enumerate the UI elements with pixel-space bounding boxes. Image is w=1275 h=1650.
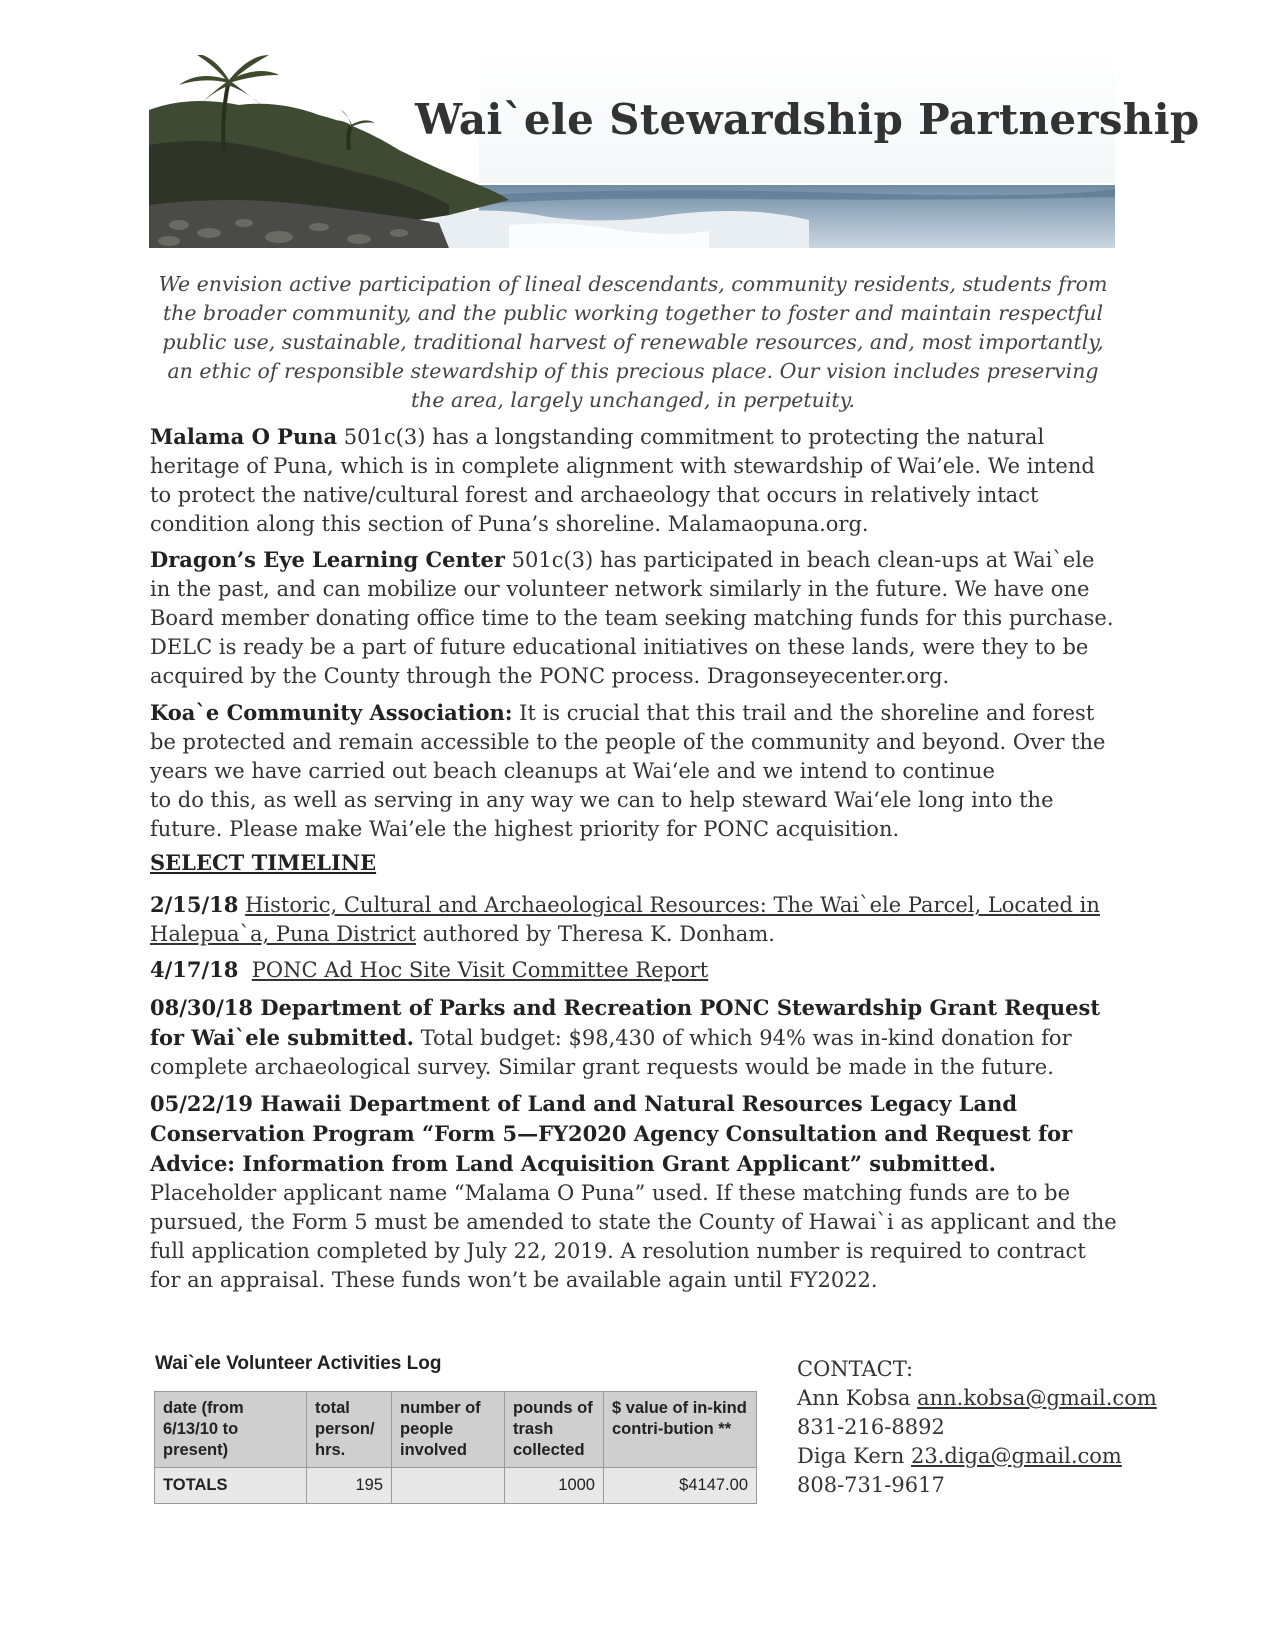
totals-value: $4147.00 bbox=[604, 1468, 757, 1504]
timeline-item bbox=[150, 890, 1120, 949]
column-header: date (from 6/13/10 to present) bbox=[155, 1392, 307, 1468]
timeline-date: 05/22/19 bbox=[150, 1091, 254, 1116]
contact-phone: 808-731-9617 bbox=[797, 1473, 945, 1497]
timeline-date: 2/15/18 bbox=[150, 892, 239, 917]
timeline-detail: authored by Theresa K. Donham. bbox=[415, 922, 775, 946]
table-row bbox=[155, 1468, 757, 1504]
timeline-item bbox=[150, 955, 1120, 985]
partner-description: 501c(3) has a longstanding commitment to protecting the natural heritage of Puna, which is in complete alignment with stewardship of Wai’ele. We intend to protect the native/cultural forest and archaeology that occurs in relatively intact condition along this section of Puna’s shoreline. Malamaopuna.org. bbox=[150, 425, 1095, 536]
column-header: total person/ hrs. bbox=[307, 1392, 392, 1468]
contact-phone: 831-216-8892 bbox=[797, 1415, 945, 1439]
partner-name: Dragon’s Eye Learning Center bbox=[150, 547, 505, 572]
volunteer-log-table bbox=[154, 1391, 757, 1504]
column-header: $ value of in-kind contri-bution ** bbox=[604, 1392, 757, 1468]
timeline-heading-text: SELECT TIMELINE bbox=[150, 850, 377, 875]
contact-name: Ann Kobsa bbox=[797, 1386, 911, 1410]
partner-koae-community bbox=[150, 698, 1120, 844]
page-title: Wai`ele Stewardship Partnership bbox=[415, 95, 1200, 144]
contact-person bbox=[797, 1384, 1157, 1413]
totals-people bbox=[392, 1468, 505, 1504]
partner-description-line-2: to do this, as well as serving in any way we can to help steward Wai‘ele long into the future. Please make Wai’ele the highest priority for PONC acquisition. bbox=[150, 788, 1054, 841]
partner-dragons-eye bbox=[150, 545, 1120, 691]
timeline-event: Hawaii Department of Land and Natural Resources Legacy Land Conservation Program “Form 5—FY2020 Agency Consultation and Request for Advice: Information from Land Acquisition Grant Applicant” submitted. bbox=[150, 1091, 1073, 1176]
timeline-date: 4/17/18 bbox=[150, 957, 239, 982]
timeline-detail: Total budget: $98,430 of which 94% was in-kind donation for complete archaeological survey. Similar grant requests would be made in the future. bbox=[150, 1026, 1072, 1079]
column-header: number of people involved bbox=[392, 1392, 505, 1468]
contact-heading: CONTACT: bbox=[797, 1357, 914, 1381]
totals-pounds: 1000 bbox=[505, 1468, 604, 1504]
contact-email-link[interactable]: ann.kobsa@gmail.com bbox=[917, 1386, 1157, 1410]
partner-description: 501c(3) has participated in beach clean-ups at Wai`ele in the past, and can mobilize our volunteer network similarly in the future. We have one Board member donating office time to the team seeking matching funds for this purchase. DELC is ready be a part of future educational initiatives on these lands, were they to be acquired by the County through the PONC process. Dragonseyecenter.org. bbox=[150, 548, 1114, 688]
partner-name: Malama O Puna bbox=[150, 424, 338, 449]
timeline-detail: Placeholder applicant name “Malama O Puna” used. If these matching funds are to be pursued, the Form 5 must be amended to state the County of Hawai`i as applicant and the full application completed by July 22, 2019. A resolution number is required to contract for an appraisal. These funds won’t be available again until FY2022. bbox=[150, 1181, 1117, 1292]
timeline-heading bbox=[150, 848, 1120, 878]
contact-block bbox=[797, 1355, 1157, 1500]
totals-label: TOTALS bbox=[155, 1468, 307, 1504]
timeline-date: 08/30/18 bbox=[150, 995, 254, 1020]
column-header: pounds of trash collected bbox=[505, 1392, 604, 1468]
timeline-item bbox=[150, 1089, 1120, 1295]
partner-description-line-1: It is crucial that this trail and the shoreline and forest be protected and remain accessible to the people of the community and beyond. Over the years we have carried out beach cleanups at Wai‘ele and we intend to continue bbox=[150, 701, 1106, 783]
contact-person bbox=[797, 1442, 1157, 1471]
timeline-document-link[interactable]: PONC Ad Hoc Site Visit Committee Report bbox=[251, 958, 709, 982]
partner-name: Koa`e Community Association: bbox=[150, 700, 513, 725]
totals-hours: 195 bbox=[307, 1468, 392, 1504]
timeline-event: Department of Parks and Recreation PONC Stewardship Grant Request for Wai`ele submitted. bbox=[150, 995, 1101, 1050]
contact-name: Diga Kern bbox=[797, 1444, 905, 1468]
contact-email-link[interactable]: 23.diga@gmail.com bbox=[911, 1444, 1122, 1468]
header-banner-image bbox=[149, 55, 1115, 248]
table-header-row bbox=[155, 1392, 757, 1468]
timeline-item bbox=[150, 993, 1120, 1082]
coastline-photo bbox=[149, 55, 1115, 248]
timeline-document-link[interactable]: Historic, Cultural and Archaeological Resources: The Wai`ele Parcel, Located in Halepua`a, Puna District bbox=[150, 893, 1100, 946]
volunteer-log-title: Wai`ele Volunteer Activities Log bbox=[155, 1353, 442, 1374]
vision-statement: We envision active participation of lineal descendants, community residents, students from the broader community, and the public working together to foster and maintain respectful public use, sustainable, traditional harvest of renewable resources, and, most importantly, an ethic of responsible stewardship of this precious place. Our vision includes preserving the area, largely unchanged, in perpetuity. bbox=[158, 272, 1108, 412]
partner-malama-o-puna bbox=[150, 422, 1120, 539]
